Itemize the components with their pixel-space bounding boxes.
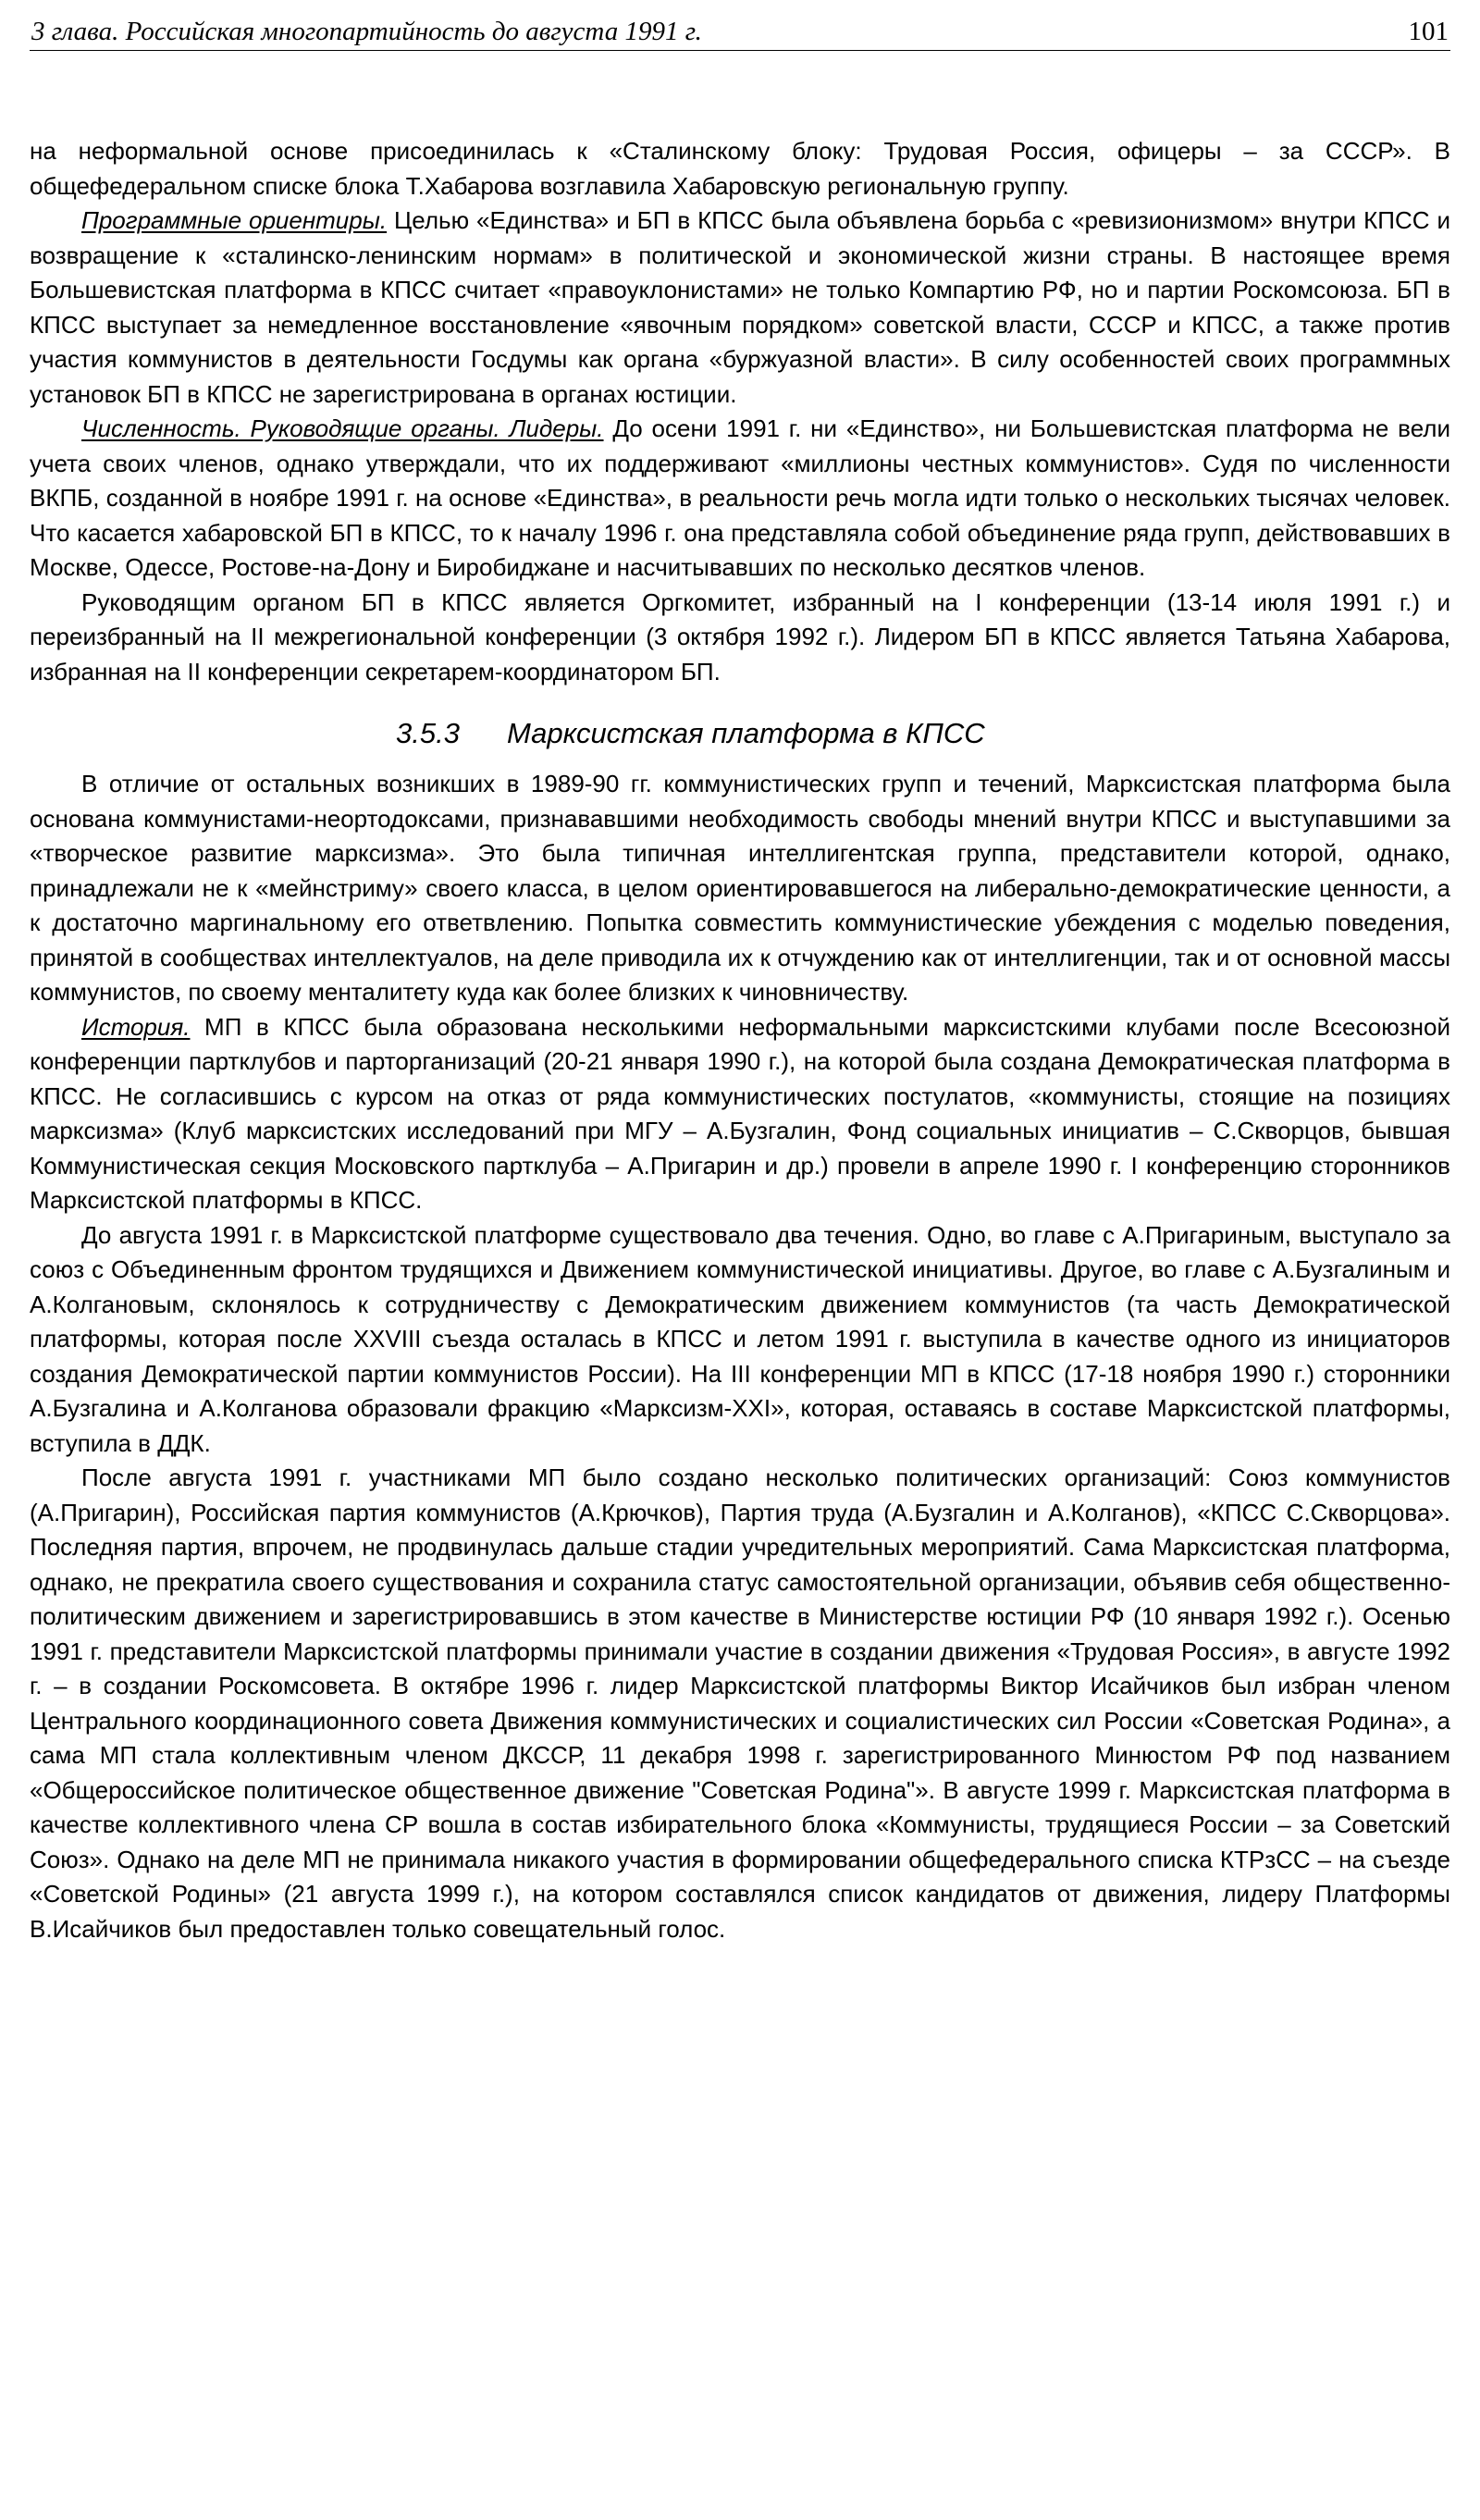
section-number: 3.5.3: [396, 717, 460, 749]
paragraph-text: До августа 1991 г. в Марксистской платформе существовало два течения. Одно, во главе с А.Пригариным, выступало за союз с Объединенным фронтом трудящихся и Движением коммунистической инициативы. Другое, во главе с А.Бузгалиным и А.Колгановым, склонялось к сотрудничеству с Демократическим движением коммунистов (та часть Демократической платформы, которая после XXVIII съезда осталась в КПСС и летом 1991 г. выступила в качестве одного из инициаторов создания Демократической партии коммунистов России). На III конференции МП в КПСС (17-18 ноября 1990 г.) сторонники А.Бузгалина и А.Колганова образовали фракцию «Марксизм-XXI», которая, оставаясь в составе Марксистской платформы, вступила в ДДК.: [30, 1220, 1450, 1457]
run-in-heading: История.: [81, 1012, 191, 1041]
paragraph: [30, 204, 1450, 412]
section-title: Марксистская платформа в КПСС: [507, 717, 985, 749]
paragraph-text: После августа 1991 г. участниками МП было создано несколько политических организаций: Союз коммунистов (А.Пригарин), Российская партия коммунистов (А.Крючков), Партия труда (А.Бузгалин и А.Колганов), «КПСС С.Скворцова». Последняя партия, впрочем, не продвинулась дальше стадии учредительных мероприятий. Сама Марксистская платформа, однако, не прекратила своего существования и сохранила статус самостоятельной организации, объявив себя общественно-политическим движением и зарегистрировавшись в этом качестве в Министерстве юстиции РФ (10 января 1992 г.). Осенью 1991 г. представители Марксистской платформы принимали участие в создании движения «Трудовая Россия», в августе 1992 г. – в создании Роскомсовета. В октябре 1996 г. лидер Марксистской платформы Виктор Исайчиков был избран членом Центрального координационного совета Движения коммунистических и социалистических сил России «Советская Родина», а сама МП стала коллективным членом ДКССР, 11 декабря 1998 г. зарегистрированного Минюстом РФ под названием «Общероссийское политическое общественное движение "Советская Родина"». В августе 1999 г. Марксистская платформа в качестве коллективного члена СР вошла в состав избирательного блока «Коммунисты, трудящиеся России – за Советский Союз». Однако на деле МП не принимала никакого участия в формировании общефедерального списка КТРзСС – на съезде «Советской Родины» (21 августа 1999 г.), на котором составлялся список кандидатов от движения, лидеру Платформы В.Исайчиков был предоставлен только совещательный голос.: [30, 1464, 1450, 1943]
paragraphs-after-section: [30, 767, 1450, 1946]
paragraph: [30, 1218, 1450, 1462]
chapter-title: 3 глава. Российская многопартийность до августа 1991 г.: [31, 17, 702, 46]
paragraph: [30, 412, 1450, 586]
section-heading: [30, 715, 1450, 752]
paragraph: [30, 586, 1450, 690]
paragraph: [30, 1461, 1450, 1946]
page-number: 101: [1408, 17, 1449, 46]
paragraphs-before-section: [30, 134, 1450, 689]
body-text: [30, 134, 1450, 1946]
paragraph: [30, 1010, 1450, 1218]
paragraph-text: Целью «Единства» и БП в КПСС была объявлена борьба с «ревизионизмом» внутри КПСС и возвращение к «сталинско-ленинским нормам» в политической и экономической жизни страны. В настоящее время Большевистская платформа в КПСС считает «правоуклонистами» не только Компартию РФ, но и партии Роскомсоюза. БП в КПСС выступает за немедленное восстановление «явочным порядком» советской власти, СССР и КПСС, а также против участия коммунистов в деятельности Госдумы как органа «буржуазной власти». В силу особенностей своих программных установок БП в КПСС не зарегистрирована в органах юстиции.: [30, 206, 1450, 408]
paragraph-text: В отличие от остальных возникших в 1989-90 гг. коммунистических групп и течений, Марксистская платформа была основана коммунистами-неортодоксами, признававшими необходимость свободы мнений внутри КПСС и выступавшими за «творческое развитие марксизма». Это была типичная интеллигентская группа, представители которой, однако, принадлежали не к «мейнстриму» своего класса, в целом ориентировавшегося на либерально-демократические ценности, а к достаточно маргинальному его ответвлению. Попытка совместить коммунистические убеждения с моделью поведения, принятой в сообществах интеллектуалов, на деле приводила их к отчуждению как от интеллигенции, так и от основной массы коммунистов, по своему менталитету куда как более близких к чиновничеству.: [30, 770, 1450, 1006]
paragraph-text: МП в КПСС была образована несколькими неформальными марксистскими клубами после Всесоюзной конференции партклубов и парторганизаций (20-21 января 1990 г.), на которой была создана Демократическая платформа в КПСС. Не согласившись с курсом на отказ от ряда коммунистических постулатов, «коммунисты, стоящие на позициях марксизма» (Клуб марксистских исследований при МГУ – А.Бузгалин, Фонд социальных инициатив – С.Скворцов, бывшая Коммунистическая секция Московского партклуба – А.Пригарин и др.) провели в апреле 1990 г. I конференцию сторонников Марксистской платформы в КПСС.: [30, 1012, 1450, 1214]
running-header: [30, 13, 1450, 51]
paragraph: [30, 134, 1450, 204]
paragraph-text: Руководящим органом БП в КПСС является Оргкомитет, избранный на I конференции (13-14 июля 1991 г.) и переизбранный на II межрегиональной конференции (3 октября 1992 г.). Лидером БП в КПСС является Татьяна Хабарова, избранная на II конференции секретарем-координатором БП.: [30, 587, 1450, 686]
paragraph-text: До осени 1991 г. ни «Единство», ни Большевистская платформа не вели учета своих членов, однако утверждали, что их поддерживают «миллионы честных коммунистов». Судя по численности ВКПБ, созданной в ноябре 1991 г. на основе «Единства», в реальности речь могла идти только о нескольких тысячах человек. Что касается хабаровской БП в КПСС, то к началу 1996 г. она представляла собой объединение ряда групп, действовавших в Москве, Одессе, Ростове-на-Дону и Биробиджане и насчитывавших по несколько десятков членов.: [30, 414, 1450, 581]
run-in-heading: Численность. Руководящие органы. Лидеры.: [81, 414, 604, 442]
paragraph-text: на неформальной основе присоединилась к «Сталинскому блоку: Трудовая Россия, офицеры – за СССР». В общефедеральном списке блока Т.Хабарова возглавила Хабаровскую региональную группу.: [30, 137, 1450, 200]
run-in-heading: Программные ориентиры.: [81, 206, 388, 234]
paragraph: [30, 767, 1450, 1010]
